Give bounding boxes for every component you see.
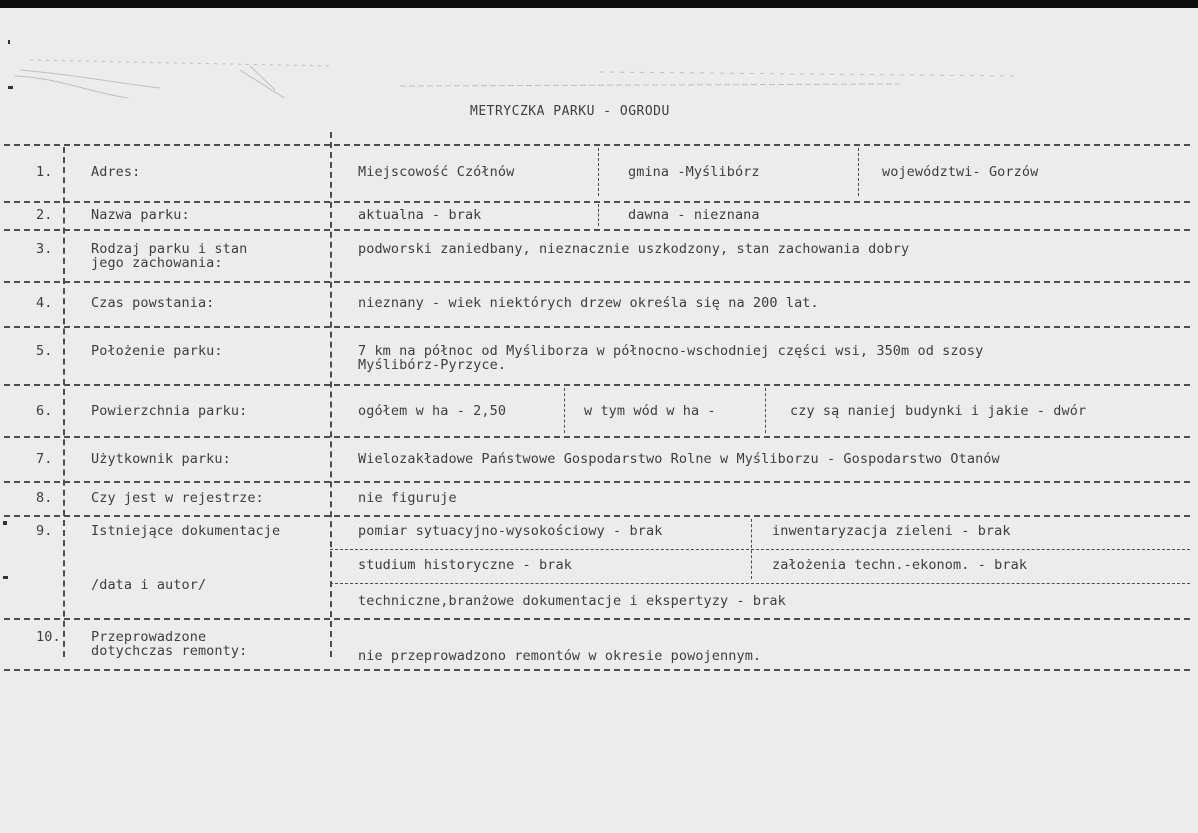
row-number: 9. [36,523,53,539]
field-value: Miejscowość Czółnów [358,164,515,180]
row-number: 3. [36,241,53,257]
field-value: Myślibórz-Pyrzyce. [358,357,507,373]
row1-divider-a [598,148,599,196]
rule-top [4,144,1190,146]
field-value: aktualna - brak [358,207,482,223]
scan-top-edge [0,0,1198,8]
row-label: Użytkownik parku: [91,451,231,467]
col-divider-num [63,147,65,657]
margin-mark-2 [8,86,13,89]
rule-9 [4,618,1190,620]
row-label: Powierzchnia parku: [91,403,248,419]
field-value: dawna - nieznana [628,207,760,223]
rule-5 [4,384,1190,386]
row-number: 1. [36,164,53,180]
rule-3 [4,281,1190,283]
row-label: Adres: [91,164,141,180]
margin-mark-1 [8,40,10,44]
field-value: województwi- Gorzów [882,164,1039,180]
row-label: Istniejące dokumentacje [91,523,281,539]
rule-8 [4,515,1190,517]
field-value: podworski zaniedbany, nieznacznie uszkodzony, stan zachowania dobry [358,241,910,257]
row-number: 7. [36,451,53,467]
row-label: Przeprowadzone [91,629,207,645]
row-label: Nazwa parku: [91,207,190,223]
row6-divider-b [765,388,766,433]
row-number: 8. [36,490,53,506]
row-number: 2. [36,207,53,223]
field-value: studium historyczne - brak [358,557,572,573]
row-number: 5. [36,343,53,359]
field-value: ogółem w ha - 2,50 [358,403,507,419]
margin-mark-3 [3,521,7,525]
rule-bottom [4,669,1190,671]
row-label: Rodzaj parku i stan [91,241,248,257]
rule-7 [4,481,1190,483]
field-value: Wielozakładowe Państwowe Gospodarstwo Rolne w Myśliborzu - Gospodarstwo Otanów [358,451,1000,467]
row-label: Czy jest w rejestrze: [91,490,264,506]
row-label: Położenie parku: [91,343,223,359]
field-value: inwentaryzacja zieleni - brak [772,523,1011,539]
row9-divider [751,519,752,579]
field-value: czy są naniej budynki i jakie - dwór [790,403,1087,419]
margin-mark-4 [3,576,8,579]
rule-9a [330,549,1190,550]
field-value: nie przeprowadzono remontów w okresie powojennym. [358,648,762,664]
page-title: METRYCZKA PARKU - OGRODU [470,104,670,119]
pencil-scratch-marks [0,8,1198,98]
field-value: założenia techn.-ekonom. - brak [772,557,1028,573]
row1-divider-b [858,148,859,196]
row-label: dotychczas remonty: [91,643,248,659]
field-value: nieznany - wiek niektórych drzew określa się na 200 lat. [358,295,819,311]
row-label: Czas powstania: [91,295,215,311]
field-value: techniczne,branżowe dokumentacje i ekspertyzy - brak [358,593,786,609]
row-number: 6. [36,403,53,419]
rule-6 [4,436,1190,438]
row-number: 4. [36,295,53,311]
field-value: gmina -Myślibórz [628,164,760,180]
rule-1 [4,201,1190,203]
row2-divider [598,204,599,226]
row6-divider-a [564,388,565,433]
field-value: nie figuruje [358,490,457,506]
field-value: pomiar sytuacyjno-wysokościowy - brak [358,523,663,539]
rule-2 [4,229,1190,231]
field-value: w tym wód w ha - [584,403,716,419]
rule-9b [330,583,1190,584]
row-label: /data i autor/ [91,577,207,593]
row-label: jego zachowania: [91,255,223,271]
rule-4 [4,326,1190,328]
col-divider-label [330,132,332,657]
field-value: 7 km na północ od Myśliborza w północno-wschodniej części wsi, 350m od szosy [358,343,984,359]
row-number: 10. [36,629,61,645]
